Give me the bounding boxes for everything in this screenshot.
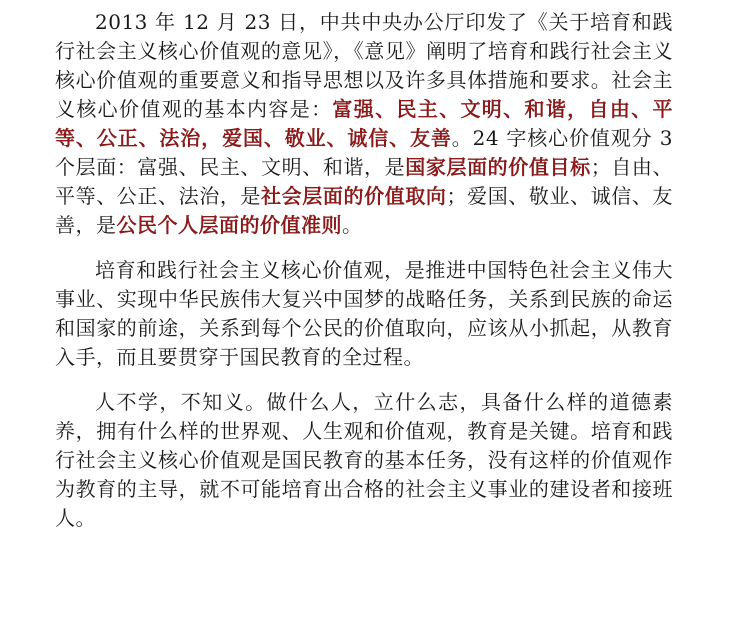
text-segment: 2013 年 12 月 23 日，中共中央办公厅印发了《关于培育和践行社会主义核心价值观的意见》，《意见》阐明了培育和践行社会主义核心价值观的重要意义和指导思想以及许多具体措施和要求。社会主义核心价值观的基本内容是： bbox=[55, 10, 673, 121]
paragraph-education-key bbox=[55, 388, 673, 533]
text-segment: ；爱国、敬业、诚信、友善，是 bbox=[55, 184, 674, 237]
emphasis-social-level: 社会层面的价值取向 bbox=[261, 184, 447, 208]
emphasis-core-values-list: 富强、民主、文明、和谐，自由、平等、公正、法治，爱国、敬业、诚信、友善 bbox=[55, 97, 674, 150]
text-segment: 人不学，不知义。做什么人，立什么志，具备什么样的道德素养，拥有什么样的世界观、人生观和价值观，教育是关键。培育和践行社会主义核心价值观是国民教育的基本任务，没有这样的价值观作为教育的主导，就不可能培育出合格的社会主义事业的建设者和接班人。 bbox=[55, 390, 673, 530]
text-segment: 培育和践行社会主义核心价值观，是推进中国特色社会主义伟大事业、实现中华民族伟大复兴中国梦的战略任务，关系到民族的命运和国家的前途，关系到每个公民的价值取向，应该从小抓起，从教育入手，而且要贯穿于国民教育的全过程。 bbox=[55, 258, 673, 369]
emphasis-individual-level: 公民个人层面的价值准则 bbox=[116, 213, 342, 237]
emphasis-national-level: 国家层面的价值目标 bbox=[405, 155, 591, 179]
text-segment: 。 bbox=[342, 213, 363, 237]
paragraph-strategic-task bbox=[55, 256, 673, 372]
text-segment: ；自由、平等、公正、法治，是 bbox=[55, 155, 674, 208]
paragraph-core-values-definition bbox=[55, 8, 673, 240]
text-segment: 。24 字核心价值观分 3 个层面：富强、民主、文明、和谐，是 bbox=[55, 126, 674, 179]
document-body bbox=[55, 8, 673, 533]
